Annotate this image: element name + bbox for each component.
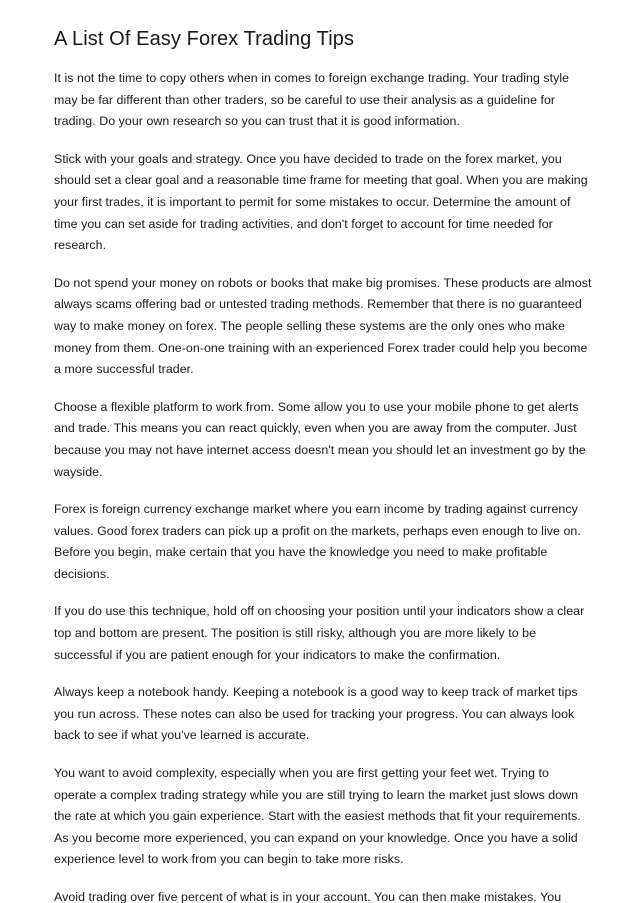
document-title: A List Of Easy Forex Trading Tips [54, 28, 355, 50]
document-body [54, 26, 594, 903]
paragraph: Forex is foreign currency exchange market where you earn income by trading against currency values. Good forex traders can pick up a profit on the markets, perhaps even enough to live on. Before you begin, make certain that you have the knowledge you need to make profitable decisions. [54, 502, 581, 581]
paragraph-truncated: Avoid trading over five percent of what is in your account. You can then make mistakes. You [54, 890, 562, 903]
paragraph: Stick with your goals and strategy. Once you have decided to trade on the forex market, you should set a clear goal and a reasonable time frame for meeting that goal. When you are making your first trades, it is important to permit for some mistakes to occur. Determine the amount of time you can set aside for trading activities, and don't forget to account for time needed for research. [54, 151, 588, 253]
paragraph: Choose a flexible platform to work from. Some allow you to use your mobile phone to get alerts and trade. This means you can react quickly, even when you are away from the computer. Just because you may not have internet access doesn't mean you should let an investment go by the wayside. [54, 399, 586, 479]
paragraph: Do not spend your money on robots or books that make big promises. These products are almost always scams offering bad or untested trading methods. Remember that there is no guaranteed way to make money on forex. The people selling these systems are the only ones who make money from them. One-on-one training with an experienced Forex trader could help you become a more successful trader. [54, 275, 592, 377]
paragraph: You want to avoid complexity, especially when you are first getting your feet wet. Trying to operate a complex trading strategy while you are still trying to learn the market just slows down the rate at which you gain experience. Start with the easiest methods that fit your requirements. As you become more experienced, you can expand on your knowledge. Once you have a solid experience level to work from you can begin to take more risks. [54, 766, 581, 867]
paragraph: It is not the time to copy others when in comes to foreign exchange trading. Your trading style may be far different than other traders, so be careful to use their analysis as a guideline for trading. Do your own research so you can trust that it is good information. [54, 71, 570, 129]
paragraph: If you do use this technique, hold off on choosing your position until your indicators show a clear top and bottom are present. The position is still risky, although you are more likely to be successful if you are patient enough for your indicators to make the confirmation. [54, 604, 585, 662]
paragraph: Always keep a notebook handy. Keeping a notebook is a good way to keep track of market tips you run across. These notes can also be used for tracking your progress. You can always look back to see if what you've learned is accurate. [54, 685, 578, 743]
